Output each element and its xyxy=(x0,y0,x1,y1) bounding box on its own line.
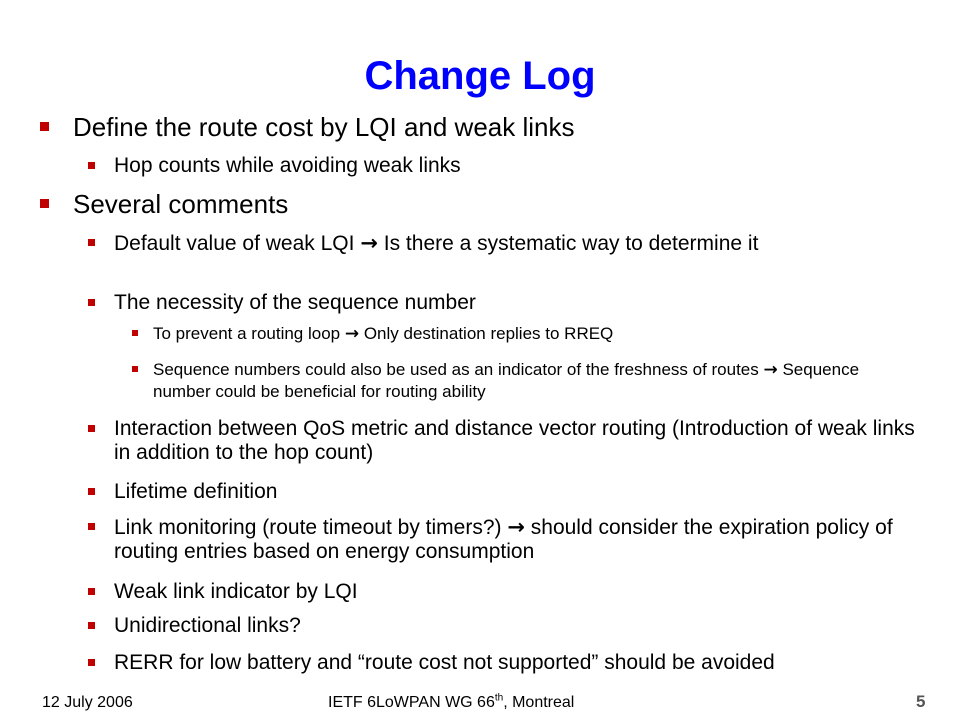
bullet-item xyxy=(40,189,288,219)
text-segment: Is there a systematic way to determine it xyxy=(377,232,759,255)
footer-event-superscript: th xyxy=(494,692,504,704)
sub-sub-bullet-item xyxy=(132,359,902,402)
text-segment: Sequence number could be beneficial for routing ability xyxy=(153,360,860,401)
footer-event xyxy=(328,693,574,713)
square-bullet-icon xyxy=(132,330,138,336)
right-arrow-icon: → xyxy=(763,360,778,380)
bullet-item xyxy=(40,112,575,142)
square-bullet-icon xyxy=(88,659,95,666)
bullet-text: Lifetime definition xyxy=(114,480,278,503)
square-bullet-icon xyxy=(88,622,95,629)
sub-bullet-item xyxy=(88,580,928,604)
bullet-text xyxy=(153,359,902,402)
bullet-text: RERR for low battery and “route cost not supported” should be avoided xyxy=(114,651,775,674)
sub-bullet-item xyxy=(88,651,928,675)
sub-bullet-item xyxy=(88,154,928,178)
square-bullet-icon xyxy=(88,523,95,530)
footer-date: 12 July 2006 xyxy=(42,694,133,711)
sub-bullet-item xyxy=(88,417,928,465)
text-segment: Link monitoring (route timeout by timers?) xyxy=(114,516,508,539)
square-bullet-icon xyxy=(40,199,49,208)
sub-bullet-item xyxy=(88,515,928,564)
footer-event-text: IETF 6LoWPAN WG 66 xyxy=(328,694,495,711)
square-bullet-icon xyxy=(88,588,95,595)
sub-bullet-item xyxy=(88,231,928,256)
text-segment: To prevent a routing loop xyxy=(153,324,345,343)
square-bullet-icon xyxy=(88,162,95,169)
sub-sub-bullet-item xyxy=(132,323,902,345)
text-segment: Only destination replies to RREQ xyxy=(359,324,614,343)
slide-title: Change Log xyxy=(364,54,596,98)
right-arrow-icon: → xyxy=(507,515,525,539)
bullet-text: Hop counts while avoiding weak links xyxy=(114,154,461,177)
bullet-text: Several comments xyxy=(73,189,289,219)
bullet-text xyxy=(114,515,928,564)
page-number: 5 xyxy=(916,692,926,711)
text-segment: Sequence numbers could also be used as an indicator of the freshness of routes xyxy=(153,360,764,379)
square-bullet-icon xyxy=(88,239,95,246)
text-segment: Default value of weak LQI xyxy=(114,232,361,255)
bullet-text xyxy=(153,323,613,345)
bullet-text: Define the route cost by LQI and weak links xyxy=(73,112,575,142)
text-segment: should consider the expiration policy of routing entries based on energy consumption xyxy=(114,516,893,563)
sub-bullet-item xyxy=(88,614,928,638)
right-arrow-icon: → xyxy=(360,231,378,255)
right-arrow-icon: → xyxy=(344,324,360,344)
square-bullet-icon xyxy=(132,366,138,372)
sub-bullet-item xyxy=(88,291,928,315)
bullet-text: Weak link indicator by LQI xyxy=(114,580,358,603)
bullet-text: Unidirectional links? xyxy=(114,614,301,637)
square-bullet-icon xyxy=(88,488,95,495)
square-bullet-icon xyxy=(88,299,95,306)
square-bullet-icon xyxy=(40,122,49,131)
bullet-text: The necessity of the sequence number xyxy=(114,291,476,314)
footer-event-location: , Montreal xyxy=(503,694,575,711)
square-bullet-icon xyxy=(88,425,95,432)
sub-bullet-item xyxy=(88,480,928,504)
bullet-text xyxy=(114,231,758,256)
bullet-text: Interaction between QoS metric and distance vector routing (Introduction of weak links in addition to the hop count) xyxy=(114,417,915,464)
